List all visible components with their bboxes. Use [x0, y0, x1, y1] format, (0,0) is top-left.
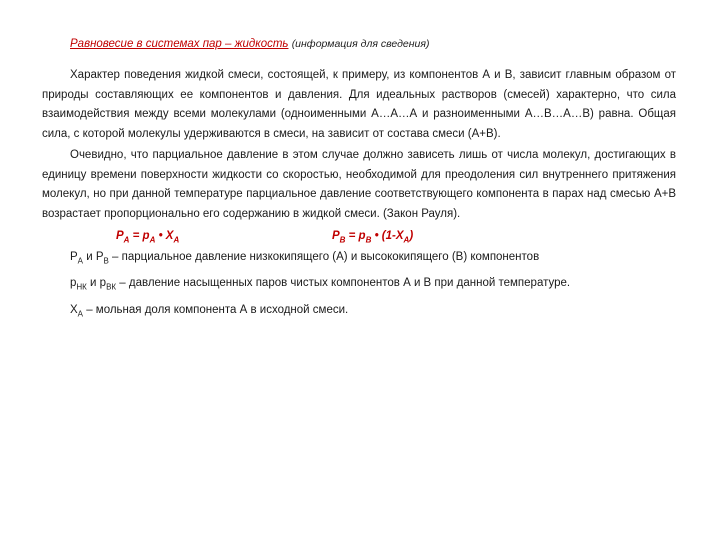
definition-mole-fraction: $Х_А$ – мольная доля компонента А в исходной смеси.	[70, 303, 349, 318]
paragraph-1: Характер поведения жидкой смеси, состоящей, к примеру, из компонентов А и В, зависит главным образом от природы составляющих ее компонентов и давления. Для идеальных растворов (смесей) характерно, что сила взаимодействия между всеми молекулами (одноименными А…А…А и разноименными А…В…А…В) равна. Общая сила, с которой молекулы удерживаются в смеси, на зависит от состава смеси (А+В).	[42, 69, 676, 140]
title-note: (информация для сведения)	[291, 38, 430, 50]
document-page	[42, 36, 676, 325]
raoult-formula-a: $P_A = p_A$ • $X_A$	[116, 230, 180, 245]
definition-vapor-pressure: $р_{НК}$ и $р_{ВК}$ – давление насыщенных паров чистых компонентов А и В при данной температуре.	[70, 277, 571, 292]
paragraph-2: Очевидно, что парциальное давление в этом случае должно зависеть лишь от числа молекул, достигающих в единицу времени поверхности жидкости со скоростью, необходимой для преодоления сил внутреннего притяжения молекул, но при данной температуре парциальное давление соответствующего компонента в парах над смесью А+В возрастает пропорционально его содержанию в жидкой смеси. (Закон Рауля).	[42, 149, 676, 220]
definition-partial-pressure: $P_A$ и $P_B$ – парциальное давление низкокипящего (А) и высококипящего (В) компонентов	[70, 251, 540, 266]
document-title: Равновесие в системах пар – жидкость	[70, 38, 289, 50]
formula-line	[42, 226, 676, 246]
title-line	[70, 36, 676, 52]
raoult-formula-b: $P_B = p_B$ • $(1-X_A)$	[332, 230, 414, 245]
